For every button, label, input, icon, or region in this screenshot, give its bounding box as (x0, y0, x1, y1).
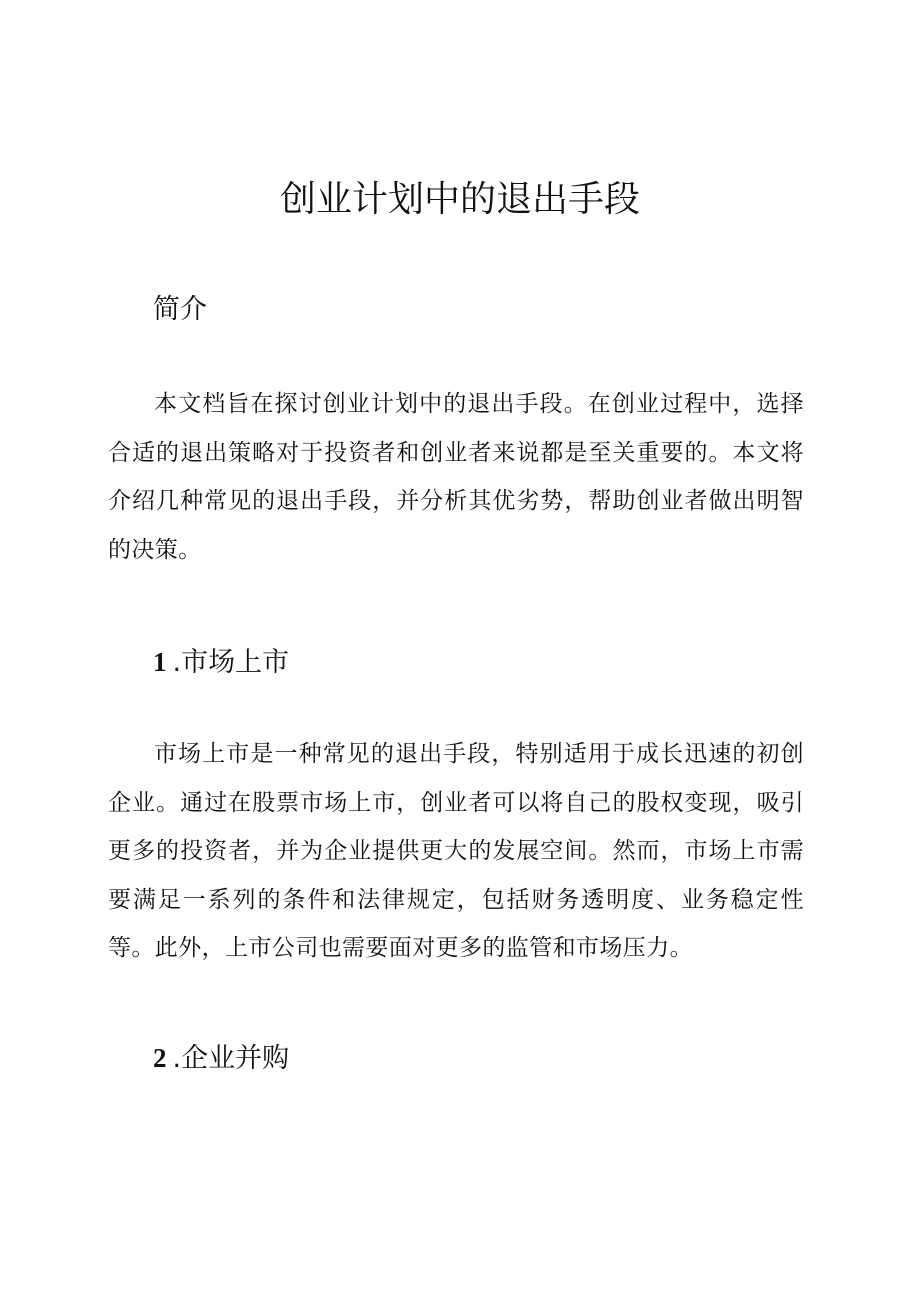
section-number: 2 (153, 1043, 167, 1073)
section-number: 1 (153, 647, 167, 677)
document-title: 创业计划中的退出手段 (279, 179, 640, 220)
section-heading-mna (153, 1040, 289, 1077)
intro-paragraph: 本文档旨在探讨创业计划中的退出手段。在创业过程中，选择合适的退出策略对于投资者和创业者来说都是至关重要的。本文将介绍几种常见的退出手段，并分析其优劣势，帮助创业者做出明智的决策。 (108, 391, 804, 563)
ipo-paragraph: 市场上市是一种常见的退出手段，特别适用于成长迅速的初创企业。通过在股票市场上市，创业者可以将自己的股权变现，吸引更多的投资者，并为企业提供更大的发展空间。然而，市场上市需要满足一系列的条件和法律规定，包括财务透明度、业务稳定性等。此外，上市公司也需要面对更多的监管和市场压力。 (108, 741, 804, 961)
section-heading-ipo (153, 644, 289, 681)
section-heading-label: .市场上市 (172, 647, 290, 678)
section-heading-label: .企业并购 (172, 1043, 290, 1074)
section-heading-intro: 简介 (153, 294, 207, 325)
